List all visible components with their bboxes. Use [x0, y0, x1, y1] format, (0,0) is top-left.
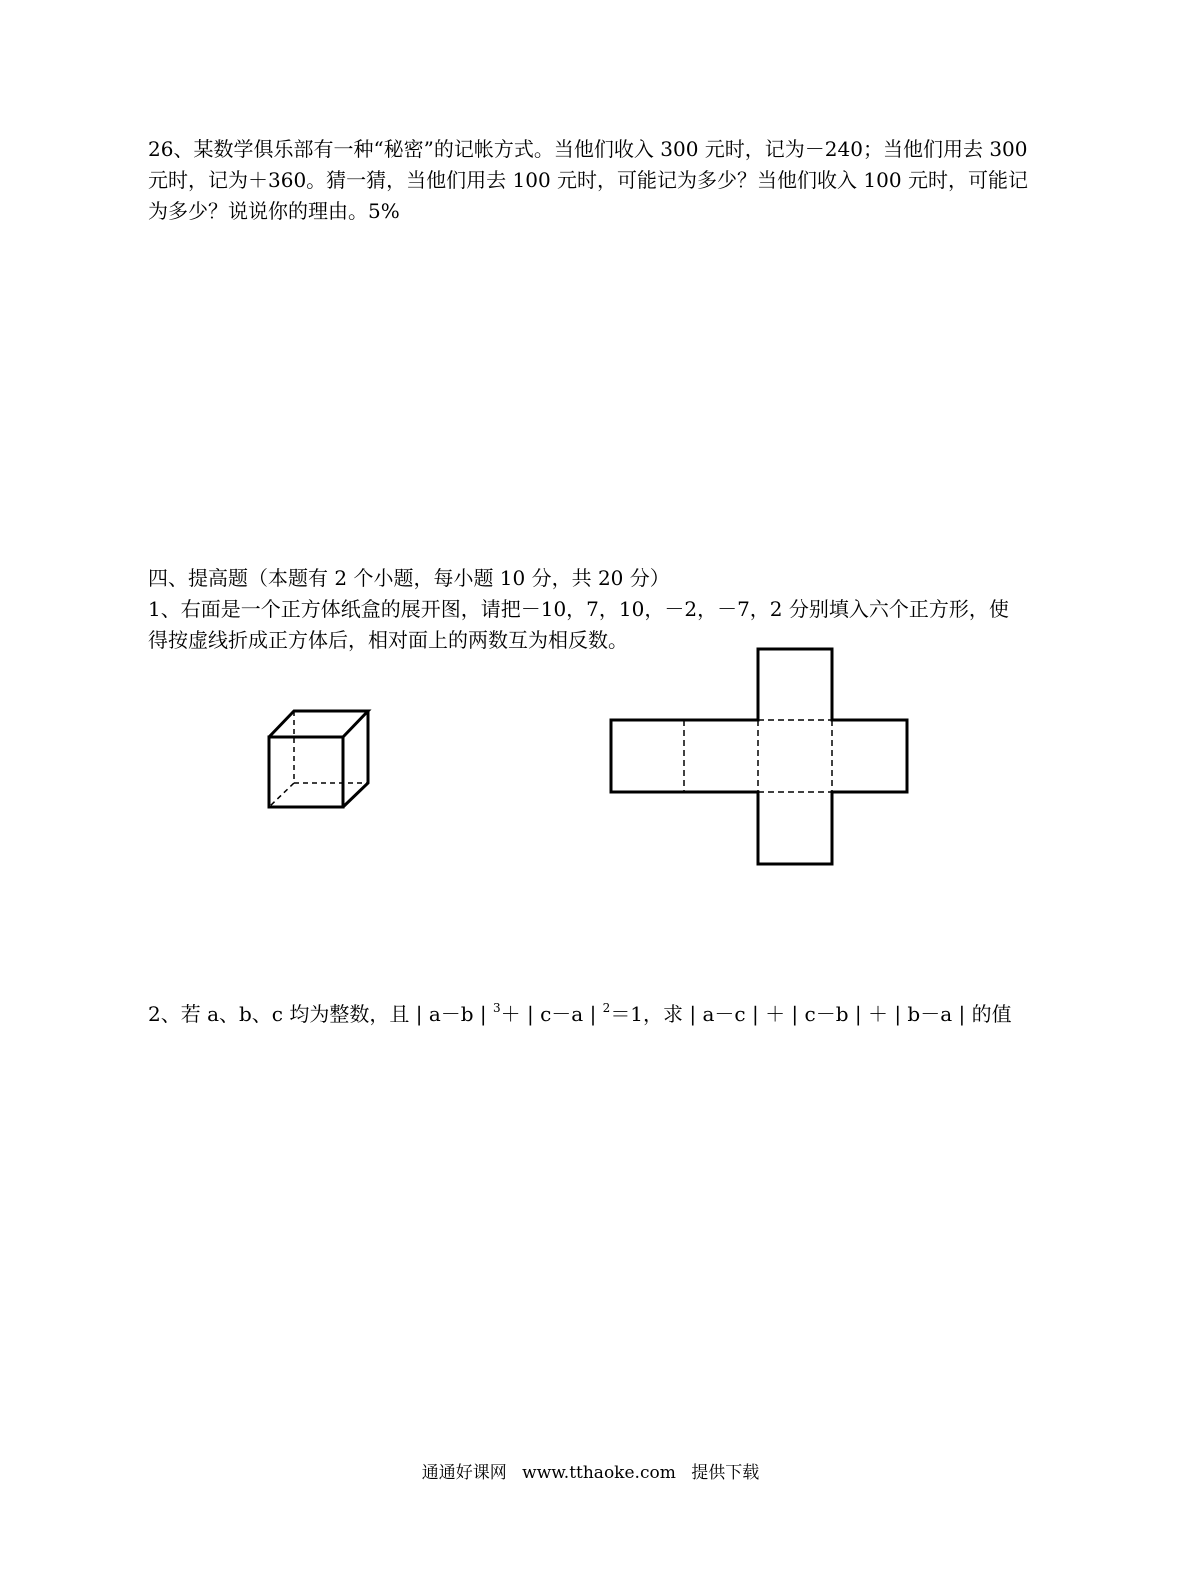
- q2-exponent-2: 2: [602, 1001, 611, 1015]
- footer-site-name: 通通好课网: [421, 1463, 507, 1483]
- footer-url: www.tthaoke.com: [522, 1463, 676, 1483]
- cube-net-figure: [605, 645, 911, 869]
- cube-top-edges: [269, 711, 368, 737]
- cube-figure: [262, 704, 374, 814]
- q2-text-part-3: ＝1，求 | a－c | ＋ | c－b | ＋ | b－a | 的值: [610, 1002, 1012, 1026]
- q2-text-part-1: 2、若 a、b、c 均为整数，且 | a－b |: [148, 1002, 493, 1026]
- q2-text-part-2: ＋ | c－a |: [500, 1002, 603, 1026]
- section-4-question-1-text: 1、右面是一个正方体纸盒的展开图，请把－10，7，10，－2，－7，2 分别填入六个正方形，使得按虚线折成正方体后，相对面上的两数互为相反数。: [148, 597, 1009, 652]
- q2-exponent-3: 3: [493, 1001, 501, 1015]
- section-4-heading: 四、提高题（本题有 2 个小题，每小题 10 分，共 20 分）: [148, 566, 670, 590]
- cube-hidden-diagonal-edge: [269, 783, 294, 807]
- cube-net-outline: [611, 649, 907, 864]
- section-4-question-2-text: [148, 993, 1028, 1030]
- footer-suffix: 提供下载: [691, 1463, 760, 1483]
- question-26-text: 26、某数学俱乐部有一种“秘密”的记帐方式。当他们收入 300 元时，记为－240；当他们用去 300 元时，记为＋360。猜一猜，当他们用去 100 元时，可能记为多少？当他们收入 100 元时，可能记为多少？说说你的理由。5%: [148, 137, 1028, 223]
- page-footer: [0, 1458, 1181, 1483]
